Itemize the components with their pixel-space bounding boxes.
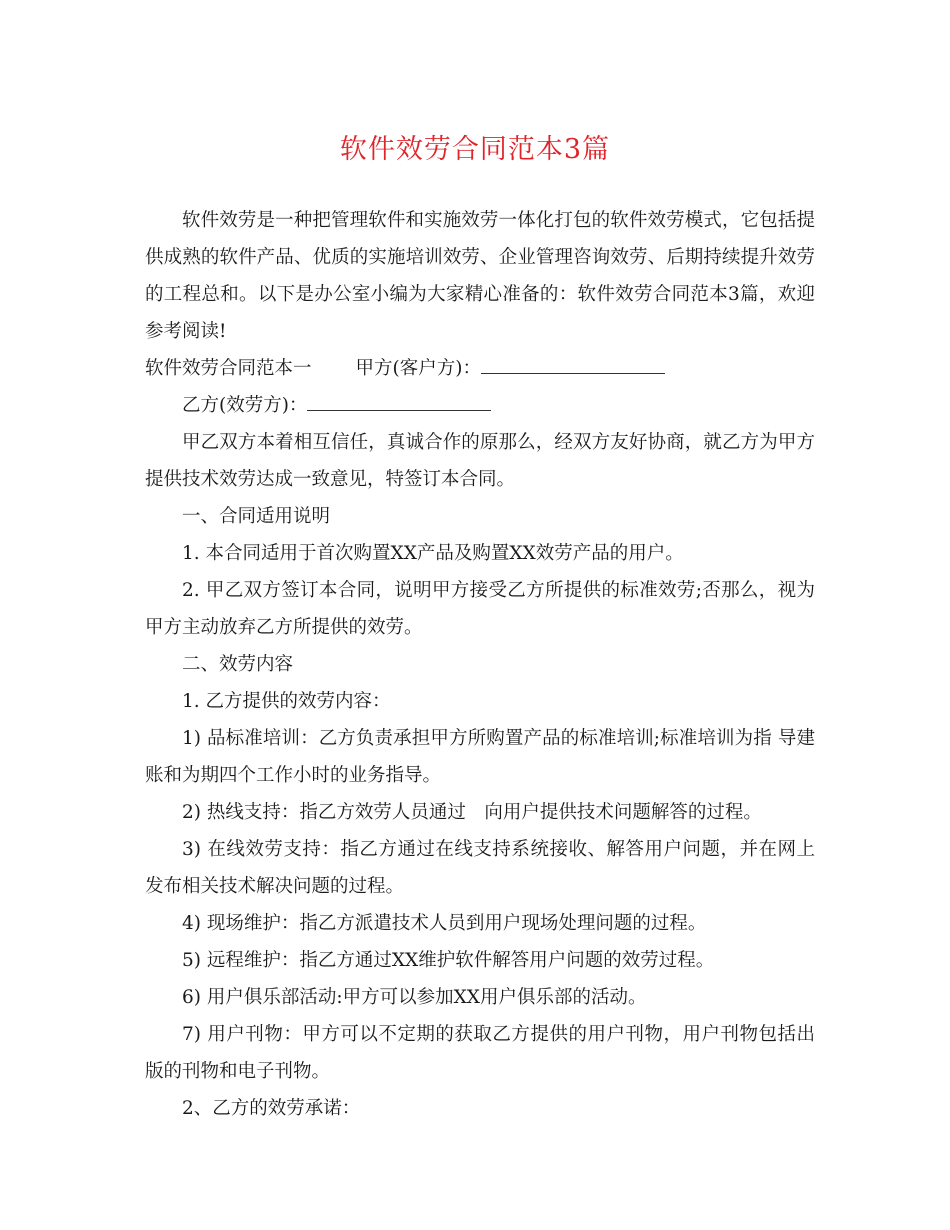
service-item: 6) 用户俱乐部活动:甲方可以参加XX用户俱乐部的活动。: [182, 987, 647, 1008]
party-a-label: 甲方(客户方)：: [355, 358, 481, 379]
service-item: 1) 品标准培训：乙方负责承担甲方所购置产品的标准培训;标准培训为指 导建账和为期四个工作小时的业务指导。: [145, 728, 815, 786]
document-title: 软件效劳合同范本3篇: [339, 134, 611, 165]
party-a-blank: [481, 351, 665, 374]
section1-item2: 2. 甲乙双方签订本合同，说明甲方接受乙方所提供的标准效劳;否那么，视为甲方主动放弃乙方所提供的效劳。: [145, 580, 815, 638]
service-item: 5) 远程维护：指乙方通过XX维护软件解答用户问题的效劳过程。: [182, 950, 715, 971]
section2-title: 二、效劳内容: [182, 654, 294, 675]
intro-paragraph: 软件效劳是一种把管理软件和实施效劳一体化打包的软件效劳模式，它包括提供成熟的软件产品、优质的实施培训效劳、企业管理咨询效劳、后期持续提升效劳的工程总和。以下是办公室小编为大家精心准备的：软件效劳合同范本3篇，欢迎参考阅读!: [145, 210, 815, 342]
party-b-label: 乙方(效劳方)：: [182, 395, 308, 416]
service-item: 4) 现场维护：指乙方派遣技术人员到用户现场处理问题的过程。: [182, 913, 707, 934]
service-item: 3) 在线效劳支持：指乙方通过在线支持系统接收、解答用户问题，并在网上发布相关技术解决问题的过程。: [145, 839, 815, 897]
section1-title: 一、合同适用说明: [182, 506, 331, 527]
service-item: 2) 热线支持：指乙方效劳人员通过 向用户提供技术问题解答的过程。: [182, 802, 762, 823]
section2-item1: 1. 乙方提供的效劳内容：: [182, 691, 391, 712]
party-b-blank: [307, 388, 491, 411]
contract-heading: 软件效劳合同范本一: [145, 358, 312, 379]
party-a-line: [145, 350, 815, 387]
party-b-line: [145, 387, 815, 424]
section1-item1: 1. 本合同适用于首次购置XX产品及购置XX效劳产品的用户。: [182, 543, 684, 564]
document-body: [145, 202, 815, 1127]
preamble-paragraph: 甲乙双方本着相互信任，真诚合作的原那么，经双方友好协商，就乙方为甲方提供技术效劳达成一致意见，特签订本合同。: [145, 432, 815, 490]
service-item: 7) 用户刊物：甲方可以不定期的获取乙方提供的用户刊物，用户刊物包括出版的刊物和电子刊物。: [145, 1024, 815, 1082]
section2-item2: 2、乙方的效劳承诺：: [182, 1098, 361, 1119]
